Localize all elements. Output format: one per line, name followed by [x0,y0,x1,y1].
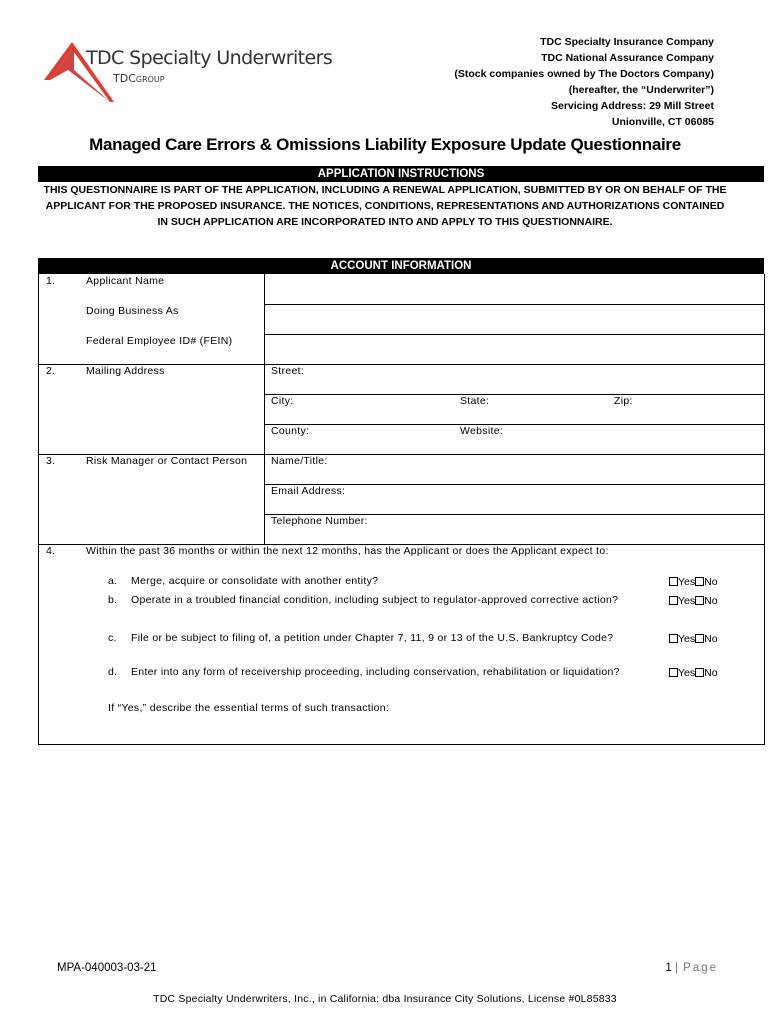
page-number: 1 | Page [665,962,718,974]
contact-person-label: Risk Manager or Contact Person [86,455,248,467]
describe-field[interactable] [108,718,758,742]
q4c-yes-checkbox[interactable] [669,634,678,643]
q4b-yes-no [669,595,718,607]
q4c-yes-no [669,633,718,645]
q4d-no-checkbox[interactable] [695,668,704,677]
q4b-no-checkbox[interactable] [695,596,704,605]
dba-field[interactable] [266,305,762,333]
q4d-yes-no [669,667,718,679]
no-label: No [704,667,718,679]
q4a-no-checkbox[interactable] [695,577,704,586]
instructions-heading: APPLICATION INSTRUCTIONS [38,166,764,182]
q4-number: 4. [46,545,56,557]
row-line [264,394,765,395]
q4d-text: Enter into any form of receivership proceeding, including conservation, rehabilitation or liquidation? [131,666,620,678]
q3-number: 3. [46,455,56,467]
q4a-yes-no [669,576,718,588]
footer-license: TDC Specialty Underwriters, Inc., in California: dba Insurance City Solutions, License #0L85833 [153,993,617,1005]
email-field[interactable]: Email Address: [271,485,346,497]
website-field[interactable]: Website: [460,425,504,437]
company-line: Servicing Address: 29 Mill Street [550,100,714,112]
yes-label: Yes [678,667,696,679]
yes-label: Yes [678,633,696,645]
row-line [264,424,765,425]
q4b-text: Operate in a troubled financial condition, including subject to regulator-approved corrective action? [131,594,619,606]
fein-label: Federal Employee ID# (FEIN) [86,335,233,347]
name-title-field[interactable]: Name/Title: [271,455,328,467]
q4c-text: File or be subject to filing of, a petition under Chapter 7, 11, 9 or 13 of the U.S. Bankruptcy Code? [131,632,614,644]
company-line: (Stock companies owned by The Doctors Company) [454,68,714,80]
q4c-letter: c. [108,632,117,644]
dba-label: Doing Business As [86,305,179,317]
q4b-yes-checkbox[interactable] [669,596,678,605]
page-title: Managed Care Errors & Omissions Liability Exposure Update Questionnaire [89,135,681,154]
applicant-name-field[interactable] [266,275,762,303]
q4a-yes-checkbox[interactable] [669,577,678,586]
yes-label: Yes [678,595,696,607]
street-field[interactable]: Street: [271,365,305,377]
no-label: No [704,576,718,588]
fein-field[interactable] [266,335,762,363]
mailing-address-label: Mailing Address [86,365,165,377]
form-id: MPA-040003-03-21 [57,962,157,974]
zip-field[interactable]: Zip: [614,395,633,407]
no-label: No [704,595,718,607]
company-line: TDC Specialty Insurance Company [540,36,714,48]
table-border-left [38,274,39,745]
yes-label: Yes [678,576,696,588]
telephone-field[interactable]: Telephone Number: [271,515,368,527]
q4d-yes-checkbox[interactable] [669,668,678,677]
company-line: Unionville, CT 06085 [611,116,714,128]
q2-number: 2. [46,365,56,377]
q4c-no-checkbox[interactable] [695,634,704,643]
q4a-letter: a. [108,575,118,587]
table-border-right [764,274,765,745]
describe-label: If “Yes,” describe the essential terms of such transaction: [108,702,390,714]
company-info [454,34,714,130]
company-line: (hereafter, the “Underwriter”) [568,84,714,96]
logo-subtitle: TDCGROUP [113,72,165,85]
company-line: TDC National Assurance Company [541,52,714,64]
q4b-letter: b. [108,594,118,606]
account-heading: ACCOUNT INFORMATION [38,258,764,274]
no-label: No [704,633,718,645]
applicant-name-label: Applicant Name [86,275,165,287]
instructions-text: THIS QUESTIONNAIRE IS PART OF THE APPLICATION, INCLUDING A RENEWAL APPLICATION, SUBMITTED BY OR ON BEHALF OF THE APPLICANT FOR THE PROPOSED INSURANCE. THE NOTICES, CONDITIONS, REPRESENTATIONS AND AUTHORIZATIONS CONTAINED IN SUCH APPLICATION ARE INCORPORATED INTO AND APPLY TO THIS QUESTIONNAIRE. [43,184,727,228]
state-field[interactable]: State: [460,395,490,407]
q4a-text: Merge, acquire or consolidate with another entity? [131,575,379,587]
q1-number: 1. [46,275,56,287]
q4d-letter: d. [108,666,118,678]
logo-title: TDC Specialty Underwriters [86,47,333,69]
city-field[interactable]: City: [271,395,294,407]
q4-intro: Within the past 36 months or within the next 12 months, has the Applicant or does the Applicant expect to: [86,545,609,557]
field-divider [264,274,265,545]
county-field[interactable]: County: [271,425,310,437]
table-border-bottom [38,744,765,745]
